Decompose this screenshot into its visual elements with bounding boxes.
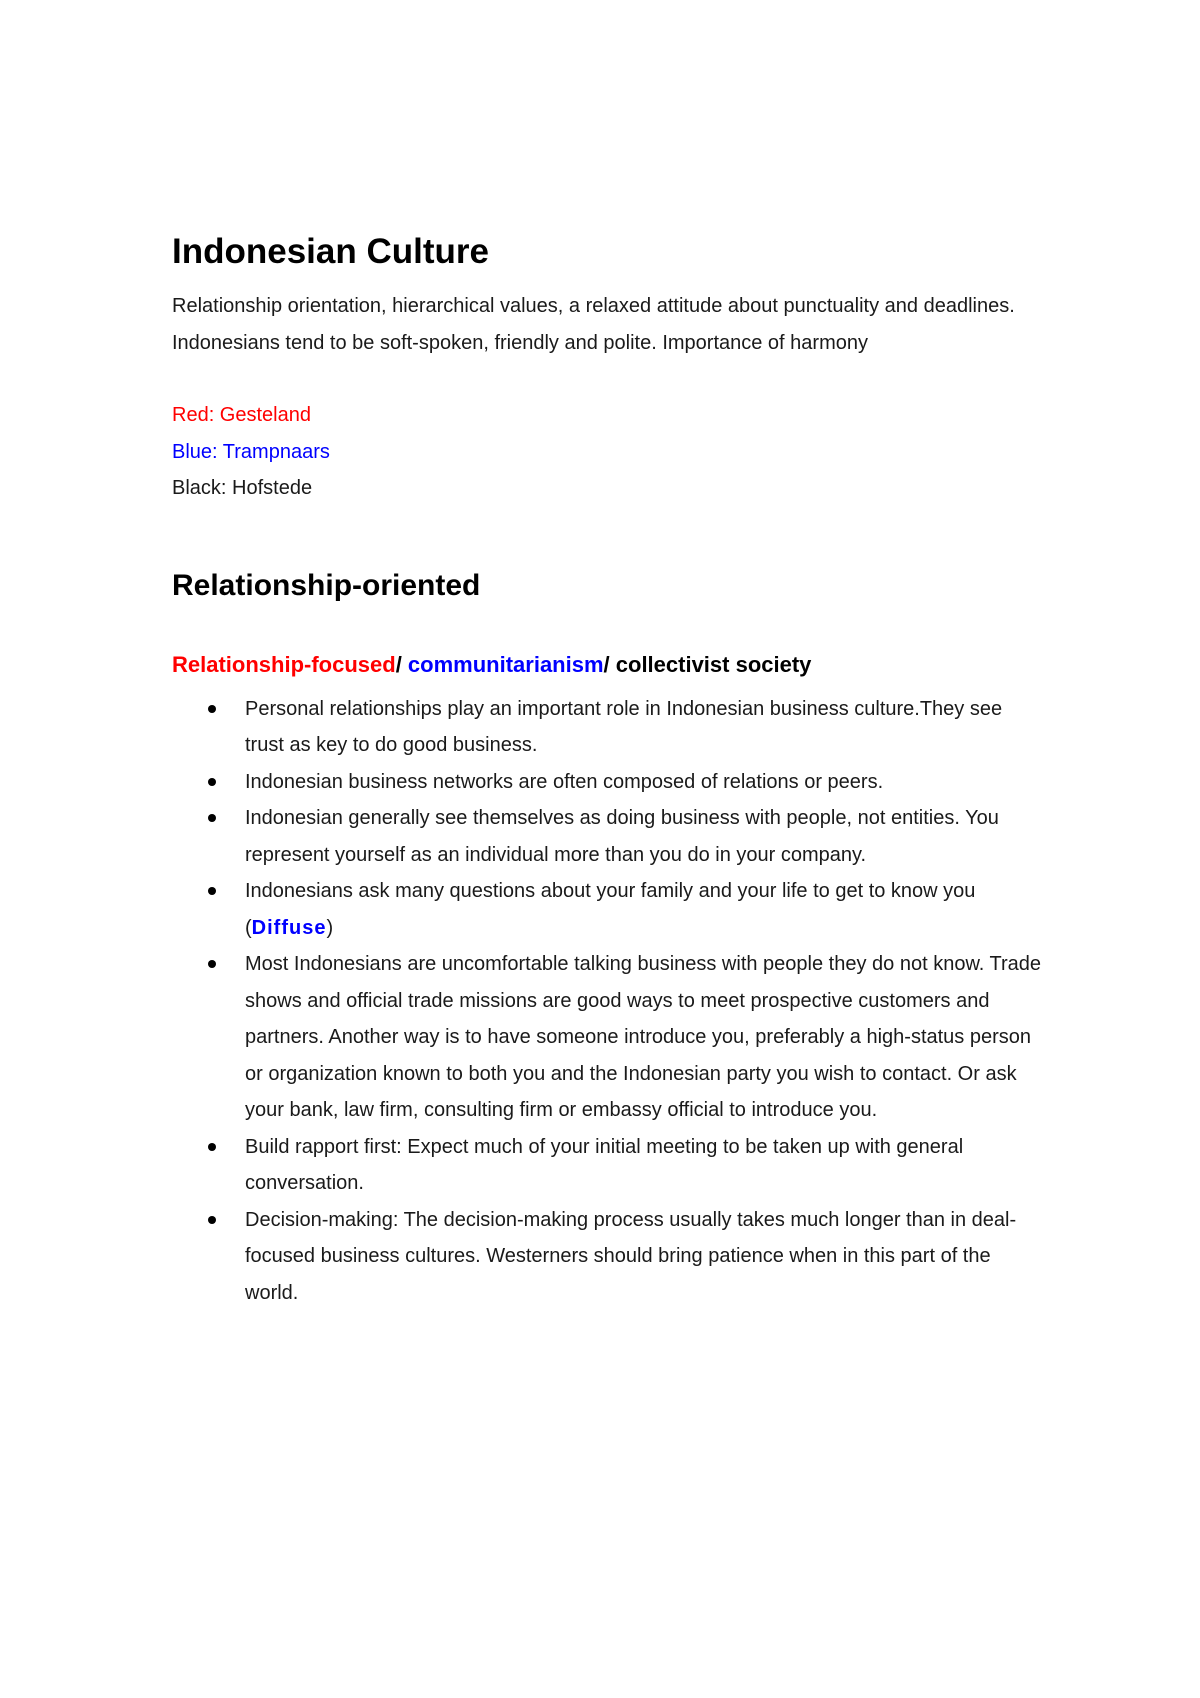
bullet-icon [208,960,216,968]
list-item [172,800,1045,873]
color-legend [172,397,1042,507]
sub-heading-gesteland: Relationship-focused [172,651,396,677]
sub-heading-hofstede: collectivist society [615,651,812,677]
legend-red: Red: Gesteland [172,404,311,426]
bullet-icon [208,887,216,895]
list-item-text: Most Indonesians are uncomfortable talking business with people they do not know. Trade shows and official trade missions are good ways to meet prospective customers and partners. Another way is to have someone introduce you, preferably a high-status person or organization known to both you and the Indonesian party you wish to contact. Or ask your bank, law firm, consulting firm or embassy official to introduce you. [245,953,1042,1121]
list-item [172,873,1045,946]
list-item [172,1202,1045,1312]
list-item-text: Indonesian business networks are often composed of relations or peers. [245,770,884,793]
diffuse-paren-close: ) [326,916,334,939]
bullet-list [172,691,1042,1312]
sub-heading-trompenaars: communitarianism [407,651,604,677]
intro-paragraph: Relationship orientation, hierarchical values, a relaxed attitude about punctuality and deadlines. Indonesians tend to be soft-spoken, friendly and polite. Importance of harmony [172,295,1015,354]
document-page [172,228,1042,1311]
legend-blue: Blue: Trampnaars [172,440,330,463]
sub-heading [172,647,1042,683]
diffuse-note [245,910,1045,947]
section-heading: Relationship-oriented [172,568,481,602]
legend-black: Black: Hofstede [172,477,313,499]
bullet-icon [208,1216,216,1224]
list-item-text: Indonesian generally see themselves as doing business with people, not entities. You represent yourself as an individual more than you do in your company. [245,807,999,866]
sub-heading-separator: / [603,651,616,677]
list-item [172,1129,1045,1202]
list-item-text: Indonesians ask many questions about your family and your life to get to know you [245,880,976,902]
list-item [172,946,1045,1129]
bullet-icon [208,1143,216,1151]
diffuse-paren-open: ( [245,916,252,939]
bullet-icon [208,814,216,822]
diffuse-label: Diffuse [251,916,327,939]
sub-heading-separator: / [395,651,408,677]
list-item-text: Decision-making: The decision-making process usually takes much longer than in deal-focused business cultures. Westerners should bring patience when in this part of the world. [245,1208,1017,1304]
list-item [172,691,1045,764]
list-item-text: Build rapport first: Expect much of your initial meeting to be taken up with general conversation. [245,1135,964,1194]
list-item [172,764,1045,801]
bullet-icon [208,705,216,713]
bullet-icon [208,778,216,786]
list-item-text: Personal relationships play an important role in Indonesian business culture.They see trust as key to do good business. [245,697,1003,756]
document-title: Indonesian Culture [172,232,489,271]
